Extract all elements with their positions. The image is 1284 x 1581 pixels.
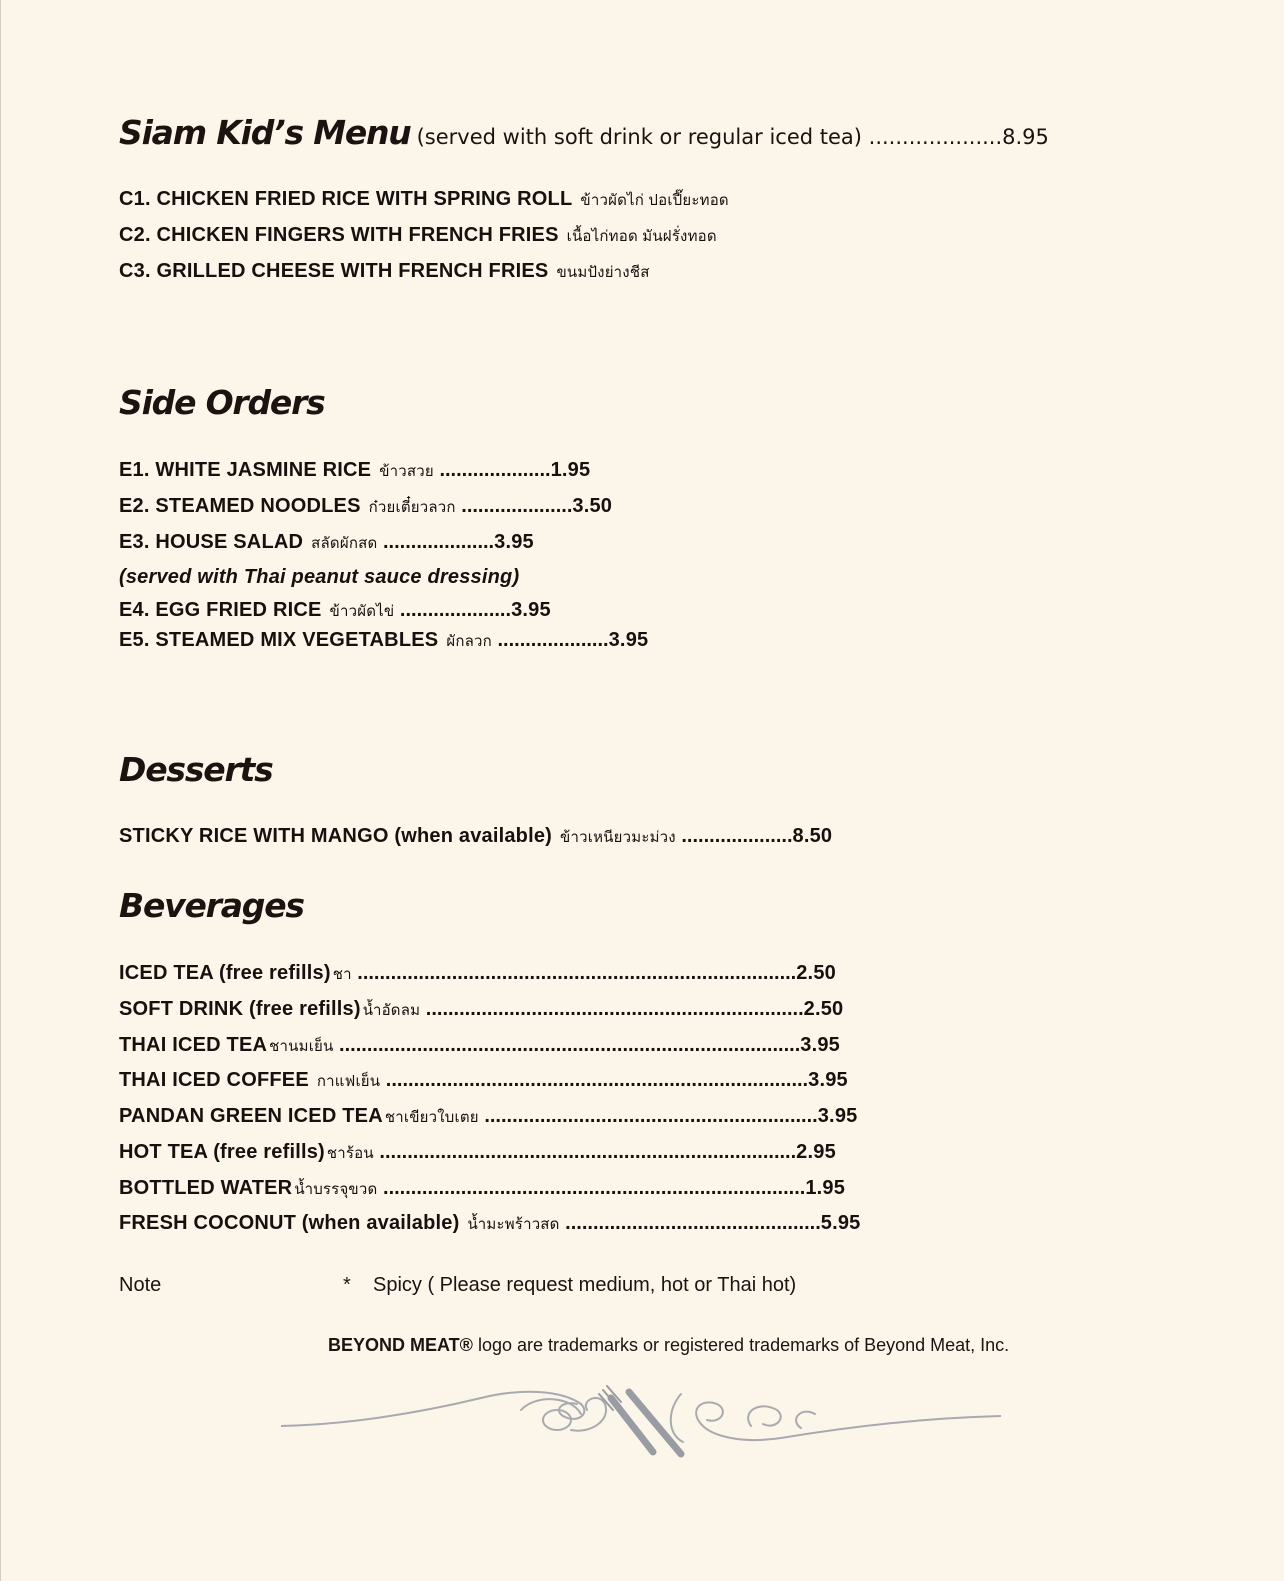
item-thai: น้ำบรรจุขวด [294, 1181, 378, 1198]
item-name: E1. WHITE JASMINE RICE [119, 459, 372, 481]
item-dots: ............................................................................ [380, 1069, 809, 1091]
item-name: HOT TEA (free refills) [119, 1141, 325, 1163]
list-item [119, 1105, 857, 1129]
item-price: 8.50 [792, 825, 833, 847]
item-dots: .................... [491, 629, 609, 651]
kids-menu-subtitle: (served with soft drink or regular iced tea) ....................8.95 [416, 125, 1049, 149]
trademark-brand: BEYOND MEAT® [328, 1335, 473, 1355]
item-dots: ............................................................................... [351, 962, 797, 984]
desserts-title: Desserts [119, 750, 273, 789]
item-thai: ข้าวผัดไข่ [329, 603, 395, 620]
trademark-text: logo are trademarks or registered trademarks of Beyond Meat, Inc. [472, 1335, 1010, 1355]
list-item [119, 1069, 848, 1093]
item-price: 3.95 [808, 1069, 848, 1091]
item-price: 3.95 [817, 1105, 858, 1127]
item-price: 2.50 [803, 998, 844, 1020]
beverages-title: Beverages [119, 886, 304, 925]
item-name: THAI ICED COFFEE [119, 1069, 309, 1091]
item-name: C2. CHICKEN FINGERS WITH FRENCH FRIES [119, 224, 559, 246]
list-item [119, 1141, 836, 1165]
list-item [119, 825, 832, 849]
item-price: 1.95 [805, 1177, 846, 1199]
item-price: 2.95 [796, 1141, 836, 1163]
item-dots: ............................................................................ [377, 1177, 806, 1199]
list-item [119, 188, 729, 212]
item-name: E2. STEAMED NOODLES [119, 495, 361, 517]
item-dots: .................... [455, 495, 573, 517]
item-price: 1.95 [550, 459, 591, 481]
list-item [119, 1034, 840, 1058]
item-thai: ข้าวผัดไก่ ปอเปี๊ยะทอด [580, 192, 729, 209]
item-thai: น้ำอัดลม [362, 1002, 421, 1019]
item-name: THAI ICED TEA [119, 1034, 268, 1056]
item-name: C1. CHICKEN FRIED RICE WITH SPRING ROLL [119, 188, 573, 210]
item-thai: ชาร้อน [326, 1145, 374, 1162]
list-item [119, 224, 717, 248]
item-name: FRESH COCONUT (when available) [119, 1212, 460, 1234]
item-name: ICED TEA (free refills) [119, 962, 331, 984]
item-thai: กาแฟเย็น [316, 1073, 381, 1090]
item-price: 3.95 [494, 531, 534, 553]
item-thai: ชาเขียวใบเตย [384, 1109, 479, 1126]
item-name: BOTTLED WATER [119, 1177, 293, 1199]
trademark-notice [328, 1335, 1009, 1356]
list-item [119, 998, 843, 1022]
item-name: SOFT DRINK (free refills) [119, 998, 361, 1020]
item-thai: ชา [332, 966, 352, 983]
item-dots: ............................................................ [478, 1105, 818, 1127]
kids-menu-title-text: Siam Kid’s Menu [119, 113, 411, 152]
list-item [119, 599, 551, 623]
flourish-fork-knife-icon [281, 1380, 1001, 1460]
item-dots: .................... [675, 825, 793, 847]
item-name: STICKY RICE WITH MANGO (when available) [119, 825, 553, 847]
kids-menu-title [119, 113, 1049, 152]
list-item [119, 459, 590, 483]
item-name: E4. EGG FRIED RICE [119, 599, 322, 621]
side-orders-title: Side Orders [119, 383, 325, 422]
item-name: PANDAN GREEN ICED TEA [119, 1105, 383, 1127]
spicy-note [119, 1274, 919, 1304]
note-star: * [343, 1274, 351, 1296]
item-price: 3.50 [572, 495, 613, 517]
list-item [119, 495, 612, 519]
item-thai: เนื้อไก่ทอด มันฝรั่งทอด [566, 228, 717, 245]
item-dots: .................... [433, 459, 551, 481]
item-name: C3. GRILLED CHEESE WITH FRENCH FRIES [119, 260, 549, 282]
item-price: 5.95 [820, 1212, 861, 1234]
item-price: 2.50 [796, 962, 836, 984]
item-thai: ผักลวก [446, 633, 492, 650]
item-dots: .............................................. [559, 1212, 821, 1234]
item-dots: ........................................................................... [373, 1141, 797, 1163]
list-item [119, 531, 534, 555]
item-thai: น้ำมะพร้าวสด [467, 1216, 560, 1233]
item-dots: ................................................................................... [333, 1034, 801, 1056]
list-item [119, 1177, 845, 1201]
item-thai: ชานมเย็น [269, 1038, 334, 1055]
item-thai: ข้าวเหนียวมะม่วง [560, 829, 676, 846]
note-text: Spicy ( Please request medium, hot or Thai hot) [373, 1274, 797, 1296]
item-price: 3.95 [608, 629, 649, 651]
item-price: 3.95 [800, 1034, 840, 1056]
item-thai: ข้าวสวย [379, 463, 434, 480]
list-item [119, 962, 836, 986]
item-dots: .................... [394, 599, 512, 621]
item-dots: .................... [377, 531, 495, 553]
list-item [119, 1212, 861, 1236]
item-dots: .................................................................... [420, 998, 804, 1020]
item-thai: สลัดผักสด [311, 535, 378, 552]
item-thai: ขนมปังย่างชีส [556, 264, 650, 281]
item-price: 3.95 [511, 599, 551, 621]
note-label: Note [119, 1274, 162, 1296]
list-item [119, 629, 648, 653]
item-name: E5. STEAMED MIX VEGETABLES [119, 629, 439, 651]
salad-note: (served with Thai peanut sauce dressing) [119, 566, 520, 588]
list-item [119, 260, 650, 284]
item-name: E3. HOUSE SALAD [119, 531, 304, 553]
item-thai: ก๋วยเตี๋ยวลวก [368, 499, 456, 516]
